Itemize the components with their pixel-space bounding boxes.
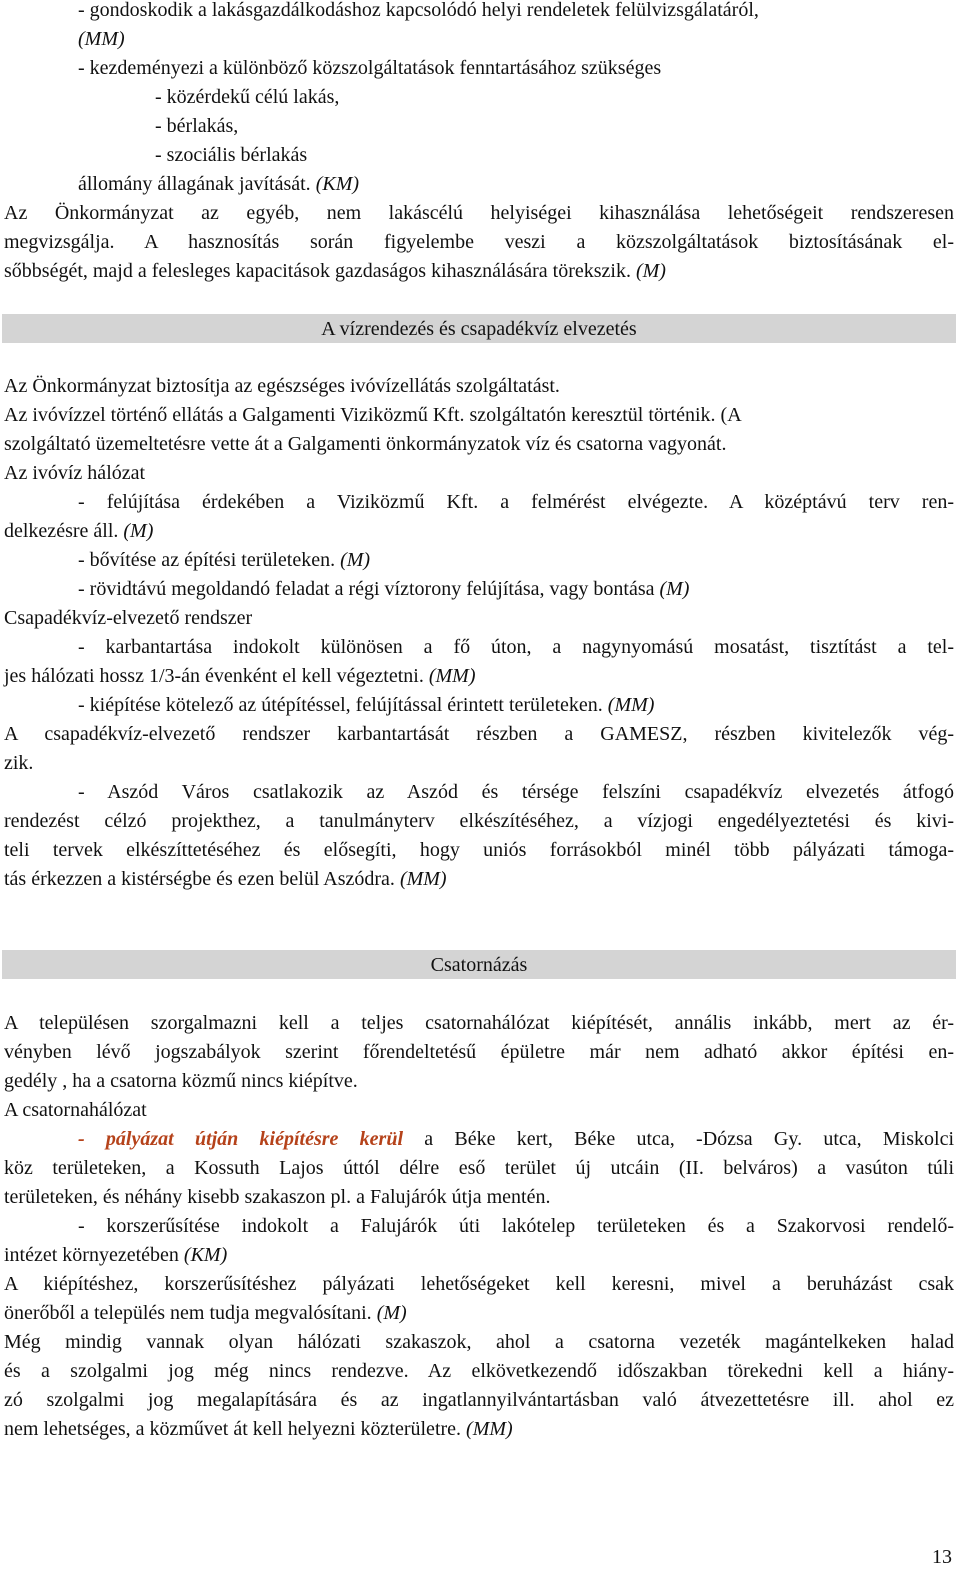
text-line: vényben lévő jogszabályok szerint főrendeltetésű épületre már nem adható akkor építési en- [4,1041,954,1063]
text-line: Az ivóvízzel történő ellátás a Galgamenti Viziközmű Kft. szolgáltatón keresztül történik. (A [4,404,742,426]
text-line: A csapadékvíz-elvezető rendszer karbantartását részben a GAMESZ, részben kivitelezők vég- [4,723,954,745]
text-line: zó szolgalmi jog megalapítására és az ingatlannyilvántartásban való átvezettetésre ill. ahol ez [4,1389,954,1411]
text-line: - bérlakás, [155,115,239,137]
text-line: rendezést célzó projekthez, a tanulmányterv elkészítéséhez, a vízjogi engedélyeztetési és kivi- [4,810,954,832]
text-line: megvizsgálja. A hasznosítás során figyelembe veszi a közszolgáltatások biztosításának el- [4,231,954,253]
text-line: - rövidtávú megoldandó feladat a régi víztorony felújítása, vagy bontása (M) [78,578,690,600]
text-line: jes hálózati hossz 1/3-án évenként el kell végeztetni. (MM) [4,665,476,687]
text-line: teli tervek elkészíttetéséhez és elősegíti, hogy uniós forrásokból minél több pályázati támoga- [4,839,954,861]
text-line: sőbbségét, majd a felesleges kapacitások gazdaságos kihasználására törekszik. (M) [4,260,666,282]
text-line: zik. [4,752,34,774]
page-number: 13 [932,1546,952,1568]
text-line: Még mindig vannak olyan hálózati szakaszok, ahol a csatorna vezeték magántelkeken halad [4,1331,954,1353]
section-heading-water: A vízrendezés és csapadékvíz elvezetés [2,314,956,343]
text-line: Az ivóvíz hálózat [4,462,146,484]
text-line: önerőből a település nem tudja megvalósítani. (M) [4,1302,407,1324]
text-line: - szociális bérlakás [155,144,308,166]
text-line: területeken, és néhány kisebb szakaszon pl. a Falujárók útja mentén. [4,1186,551,1208]
text-line: - bővítése az építési területeken. (M) [78,549,371,571]
text-line: delkezésre áll. (M) [4,520,154,542]
text-line-highlight: - pályázat útján kiépítésre kerül a Béke kert, Béke utca, -Dózsa Gy. utca, Miskolci [78,1128,955,1150]
text-line: (MM) [78,28,125,50]
text-line: Az Önkormányzat az egyéb, nem lakáscélú helyiségei kihasználása lehetőségeit rendszeresen [4,202,954,224]
text-line: köz területeken, a Kossuth Lajos úttól délre eső terület új utcáin (II. belváros) a vasúton túli [4,1157,954,1179]
text-line: nem lehetséges, a közművet át kell helyezni közterületre. (MM) [4,1418,513,1440]
text-line: Az Önkormányzat biztosítja az egészséges ivóvízellátás szolgáltatást. [4,375,560,397]
text-line: gedély , ha a csatorna közmű nincs kiépítve. [4,1070,358,1092]
text-line: Csapadékvíz-elvezető rendszer [4,607,253,629]
text-line: A kiépítéshez, korszerűsítéshez pályázati lehetőségeket kell keresni, mivel a beruházást csak [4,1273,954,1295]
text-line: - közérdekű célú lakás, [155,86,340,108]
text-line: intézet környezetében (KM) [4,1244,228,1266]
text-line: - Aszód Város csatlakozik az Aszód és térsége felszíni csapadékvíz elvezetés átfogó [78,781,954,803]
text-line: - kiépítése kötelező az útépítéssel, felújítással érintett területeken. (MM) [78,694,655,716]
text-line: állomány állagának javítását. (KM) [78,173,360,195]
text-line: - felújítása érdekében a Viziközmű Kft. a felmérést elvégezte. A középtávú terv ren- [78,491,954,513]
text-line: - gondoskodik a lakásgazdálkodáshoz kapcsolódó helyi rendeletek felülvizsgálatáról, [78,0,759,21]
text-line: A csatornahálózat [4,1099,147,1121]
text-line: szolgáltató üzemeltetésre vette át a Galgamenti önkormányzatok víz és csatorna vagyonát. [4,433,727,455]
text-line: - karbantartása indokolt különösen a fő úton, a nagynyomású mosatást, tisztítást a tel- [78,636,954,658]
text-line: - kezdeményezi a különböző közszolgáltatások fenntartásához szükséges [78,57,662,79]
text-line: - korszerűsítése indokolt a Falujárók úti lakótelep területeken és a Szakorvosi rendelő- [78,1215,954,1237]
text-line: A településen szorgalmazni kell a teljes csatornahálózat kiépítését, annális inkább, mert az ér- [4,1012,954,1034]
text-line: és a szolgalmi jog még nincs rendezve. Az elkövetkezendő időszakban törekedni kell a hiány- [4,1360,954,1382]
section-heading-sewer: Csatornázás [2,950,956,979]
text-line: tás érkezzen a kistérségbe és ezen belül Aszódra. (MM) [4,868,447,890]
